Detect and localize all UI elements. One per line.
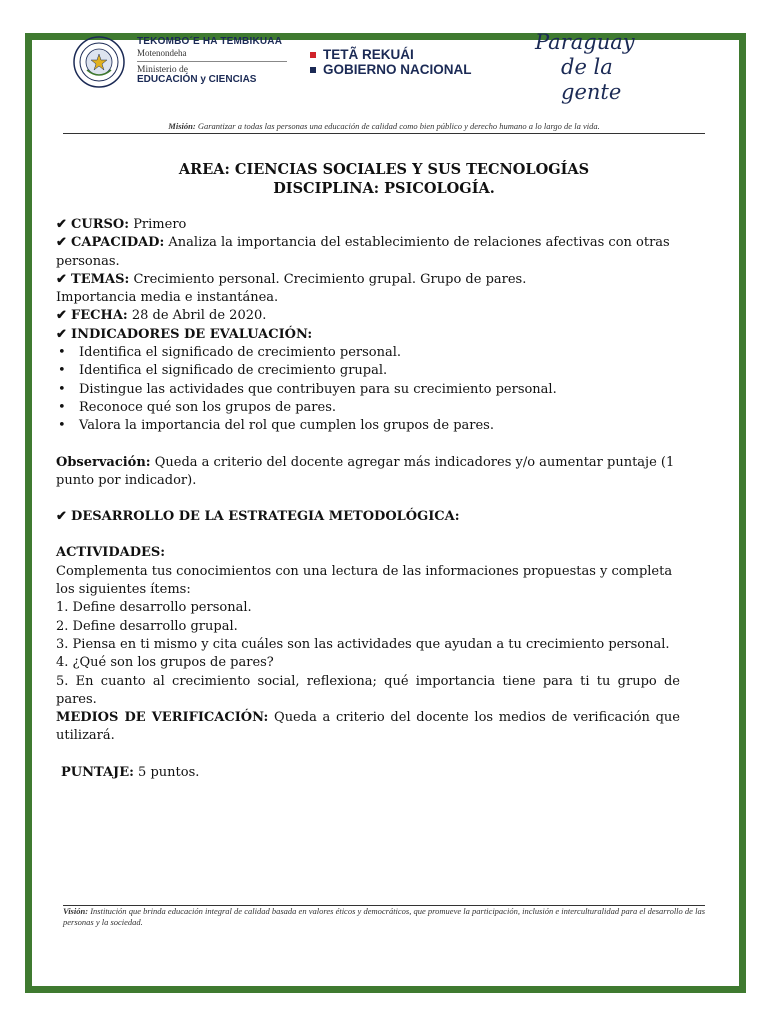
actividad-item: 1. Define desarrollo personal. bbox=[56, 600, 252, 616]
check-icon: ✔ bbox=[56, 235, 67, 251]
vision-text: Institución que brinda educación integral de calidad basada en valores éticos y democráticos, que promueve la participación, inclusión e interculturalidad para el desarrollo de las personas y la sociedad. bbox=[63, 906, 706, 927]
ministry-prefix: Ministerio de bbox=[137, 65, 188, 75]
puntaje-value: 5 puntos. bbox=[138, 764, 200, 780]
red-square-icon bbox=[310, 52, 316, 58]
capacidad-label: CAPACIDAD: bbox=[71, 235, 165, 251]
actividades-intro: Complementa tus conocimientos con una lectura de las informaciones propuestas y completa los siguientes ítems: bbox=[56, 563, 673, 598]
list-item: • Reconoce qué son los grupos de pares. bbox=[56, 399, 680, 417]
slogan-line-2: de la gente bbox=[561, 55, 622, 104]
temas-value-2: Importancia media e instantánea. bbox=[56, 290, 279, 306]
vision-label: Visión: bbox=[63, 906, 89, 916]
actividad-item: 4. ¿Qué son los grupos de pares? bbox=[56, 655, 274, 671]
fecha-label: FECHA: bbox=[71, 308, 128, 324]
title-line-2: DISCIPLINA: PSICOLOGÍA. bbox=[273, 180, 495, 197]
document-title bbox=[0, 160, 768, 198]
actividades-label: ACTIVIDADES: bbox=[56, 545, 166, 561]
slogan-logo bbox=[535, 30, 675, 105]
capacidad-field bbox=[56, 234, 680, 271]
header-logos bbox=[65, 28, 681, 120]
mission-text: Garantizar a todas las personas una educación de calidad como bien público y derecho humano a lo largo de la vida. bbox=[197, 121, 600, 131]
temas-field bbox=[56, 271, 680, 289]
puntaje bbox=[56, 764, 680, 782]
capacidad-value: Analiza la importancia del establecimiento de relaciones afectivas con otras personas. bbox=[56, 235, 670, 269]
medios-label: MEDIOS DE VERIFICACIÓN: bbox=[56, 710, 269, 726]
list-item: • Valora la importancia del rol que cumplen los grupos de pares. bbox=[56, 417, 680, 435]
temas-label: TEMAS: bbox=[71, 271, 130, 287]
indicadores-heading bbox=[56, 326, 680, 344]
institution-block bbox=[137, 36, 327, 85]
institution-divider bbox=[137, 61, 287, 62]
estrategia-label: DESARROLLO DE LA ESTRATEGIA METODOLÓGICA: bbox=[71, 509, 460, 525]
observacion-text: Queda a criterio del docente agregar más indicadores y/o aumentar puntaje (1 punto por indicador). bbox=[56, 454, 675, 488]
institution-name: TEKOMBO´E HA TEMBIKUAA bbox=[137, 36, 283, 47]
check-icon: ✔ bbox=[56, 326, 67, 342]
fecha-field bbox=[56, 307, 680, 325]
list-item: • Identifica el significado de crecimiento personal. bbox=[56, 344, 680, 362]
fecha-value: 28 de Abril de 2020. bbox=[131, 308, 267, 324]
list-item: • Identifica el significado de crecimiento grupal. bbox=[56, 362, 680, 380]
header-divider bbox=[63, 133, 705, 134]
institution-subtitle: Motenondeha bbox=[137, 48, 187, 58]
curso-label: CURSO: bbox=[71, 217, 130, 232]
check-icon: ✔ bbox=[56, 308, 67, 324]
observacion bbox=[56, 454, 680, 491]
title-line-1: AREA: CIENCIAS SOCIALES Y SUS TECNOLOGÍAS bbox=[178, 161, 590, 178]
observacion-label: Observación: bbox=[56, 454, 151, 470]
gov-line-1: TETÃ REKUÁI bbox=[323, 47, 414, 62]
check-icon: ✔ bbox=[56, 509, 67, 525]
curso-field bbox=[56, 216, 680, 234]
puntaje-label: PUNTAJE: bbox=[61, 764, 134, 780]
actividades-heading bbox=[56, 544, 680, 562]
indicadores-list bbox=[56, 344, 680, 435]
check-icon: ✔ bbox=[56, 271, 67, 287]
gov-line-2: GOBIERNO NACIONAL bbox=[323, 62, 472, 77]
actividad-item: 5. En cuanto al crecimiento social, reflexiona; qué importancia tiene para ti tu grupo de pares. bbox=[56, 673, 680, 707]
document-body bbox=[56, 216, 680, 782]
temas-value-1: Crecimiento personal. Crecimiento grupal. Grupo de pares. bbox=[133, 271, 527, 287]
mission-label: Misión: bbox=[168, 121, 196, 131]
actividad-item: 3. Piensa en ti mismo y cita cuáles son las actividades que ayudan a tu crecimiento personal. bbox=[56, 636, 670, 652]
mission-statement bbox=[0, 121, 768, 131]
blue-square-icon bbox=[310, 67, 316, 73]
indicadores-label: INDICADORES DE EVALUACIÓN: bbox=[71, 326, 313, 342]
actividad-item: 2. Define desarrollo grupal. bbox=[56, 618, 238, 634]
national-seal-icon bbox=[73, 36, 125, 88]
curso-value: Primero bbox=[133, 217, 187, 232]
check-icon: ✔ bbox=[56, 217, 67, 232]
vision-statement bbox=[63, 906, 705, 928]
list-item: • Distingue las actividades que contribuyen para su crecimiento personal. bbox=[56, 381, 680, 399]
government-block bbox=[310, 47, 500, 77]
medios-verificacion bbox=[56, 709, 680, 746]
medios-text: Queda a criterio del docente los medios de verificación que utilizará. bbox=[56, 710, 680, 744]
estrategia-heading bbox=[56, 508, 680, 526]
slogan-line-1: Paraguay bbox=[535, 30, 635, 54]
ministry-name: EDUCACIÓN y CIENCIAS bbox=[137, 74, 257, 85]
